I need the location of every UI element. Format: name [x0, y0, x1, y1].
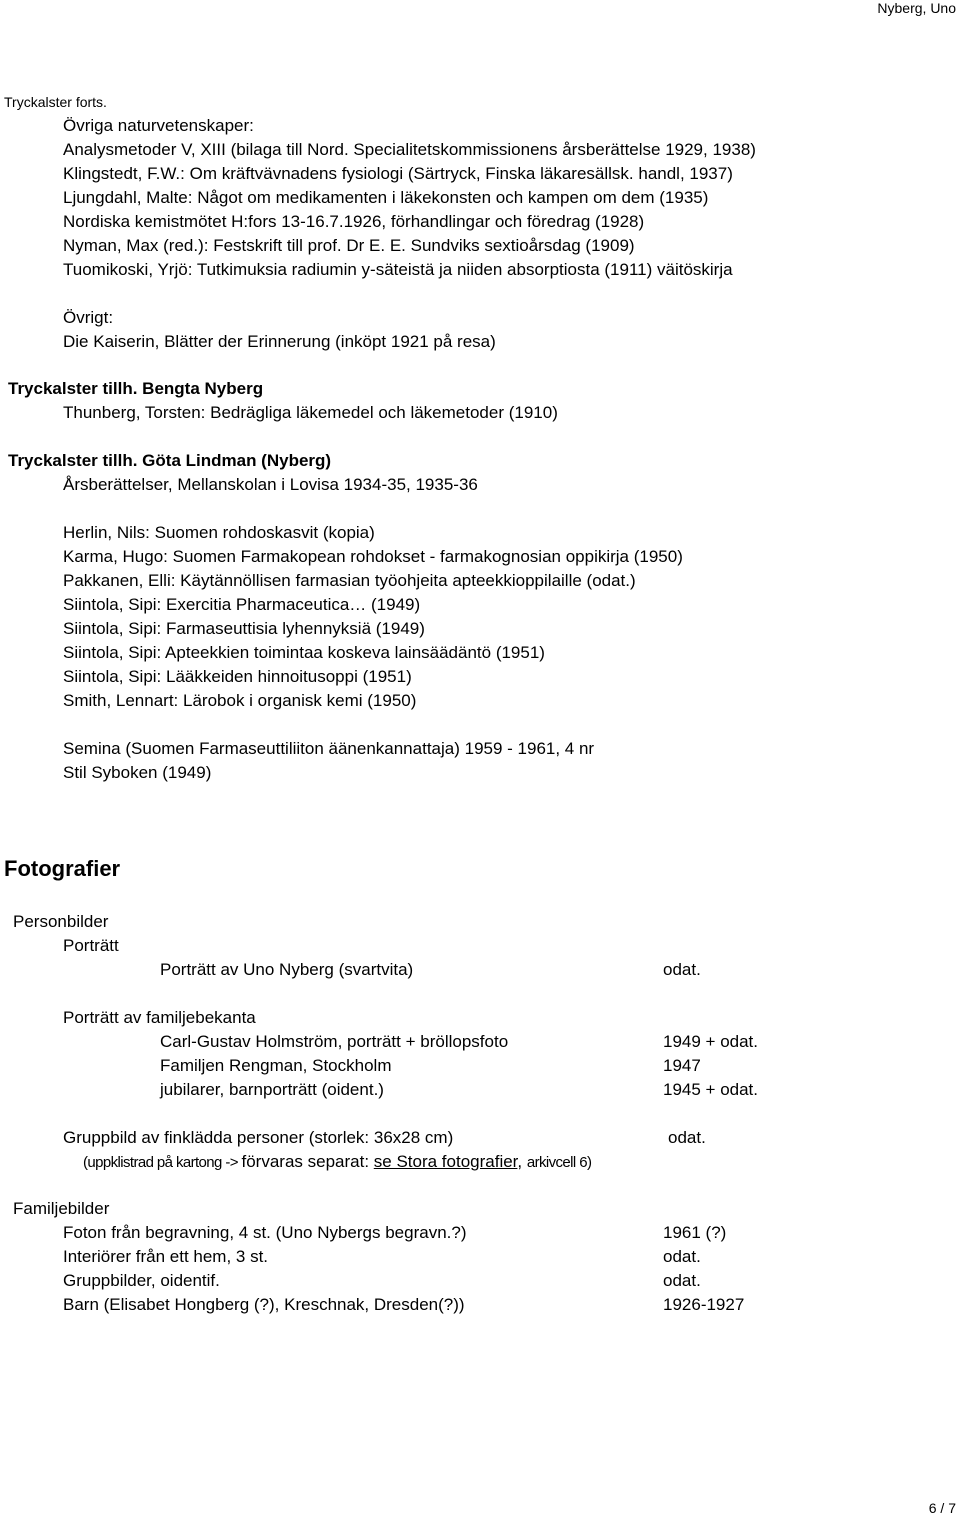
- photo-item-date: 1961 (?): [663, 1223, 727, 1242]
- photo-item-label: Gruppbilder, oidentif.: [63, 1271, 220, 1290]
- list-item: Thunberg, Torsten: Bedrägliga läkemedel och läkemetoder (1910): [63, 403, 558, 422]
- photo-item-date: odat.: [663, 1271, 701, 1290]
- page-number: 6 / 7: [928, 1500, 956, 1516]
- list-item: Stil Syboken (1949): [63, 763, 212, 782]
- list-item: Siintola, Sipi: Apteekkien toimintaa koskeva lainsäädäntö (1951): [63, 643, 545, 662]
- list-item: Siintola, Sipi: Exercitia Pharmaceutica… (1949): [63, 595, 421, 614]
- note-part: (uppklistrad på kartong ->: [83, 1154, 242, 1171]
- note-part: förvaras separat:: [241, 1152, 374, 1171]
- photo-item-label: Carl-Gustav Holmström, porträtt + bröllopsfoto: [160, 1032, 509, 1051]
- list-item: Semina (Suomen Farmaseuttiliiton äänenkannattaja) 1959 - 1961, 4 nr: [63, 739, 595, 758]
- subheading-portratt: Porträtt: [63, 936, 119, 955]
- stora-fotografier-link[interactable]: se Stora fotografier: [373, 1152, 518, 1171]
- photo-item-label: jubilarer, barnporträtt (oident.): [160, 1080, 384, 1099]
- list-item: Årsberättelser, Mellanskolan i Lovisa 1934-35, 1935-36: [63, 475, 478, 494]
- list-item: Herlin, Nils: Suomen rohdoskasvit (kopia): [63, 523, 375, 542]
- list-item: Die Kaiserin, Blätter der Erinnerung (inköpt 1921 på resa): [63, 332, 496, 351]
- list-item: Klingstedt, F.W.: Om kräftvävnadens fysiologi (Särtryck, Finska läkaresällsk. handl, 1937): [63, 164, 733, 183]
- list-item: Nordiska kemistmötet H:fors 13-16.7.1926, förhandlingar och föredrag (1928): [63, 212, 645, 231]
- section-title-fotografier: Fotografier: [4, 856, 121, 881]
- note-part: arkivcell 6): [526, 1154, 592, 1171]
- list-item: Pakkanen, Elli: Käytännöllisen farmasian työohjeita apteekkioppilaille (odat.): [63, 571, 636, 590]
- storage-note: [83, 1150, 591, 1175]
- photo-item-label: Gruppbild av finklädda personer (storlek: 36x28 cm): [63, 1128, 454, 1147]
- section-heading-ovriga: Övriga naturvetenskaper:: [63, 116, 254, 135]
- list-item: Analysmetoder V, XIII (bilaga till Nord. Specialitetskommissionens årsberättelse 1929, 1938): [63, 140, 756, 159]
- photo-item-date: odat.: [668, 1128, 706, 1147]
- section-heading-gota: Tryckalster tillh. Göta Lindman (Nyberg): [8, 451, 332, 470]
- photo-item-date: 1947: [663, 1056, 701, 1075]
- section-heading-ovrigt: Övrigt:: [63, 308, 114, 327]
- photo-item-date: 1945 + odat.: [663, 1080, 759, 1099]
- subheading-familjebekanta: Porträtt av familjebekanta: [63, 1008, 256, 1027]
- list-item: Siintola, Sipi: Farmaseuttisia lyhennyksiä (1949): [63, 619, 425, 638]
- continued-label: Tryckalster forts.: [4, 94, 107, 110]
- list-item: Karma, Hugo: Suomen Farmakopean rohdokset - farmakognosian oppikirja (1950): [63, 547, 683, 566]
- subheading-personbilder: Personbilder: [13, 912, 109, 931]
- photo-item-date: 1949 + odat.: [663, 1032, 759, 1051]
- note-part: ,: [517, 1152, 527, 1171]
- list-item: Nyman, Max (red.): Festskrift till prof. Dr E. E. Sundviks sextioårsdag (1909): [63, 236, 635, 255]
- photo-item-label: Foton från begravning, 4 st. (Uno Nybergs begravn.?): [63, 1223, 467, 1242]
- list-item: Ljungdahl, Malte: Något om medikamenten i läkekonsten och kampen om dem (1935): [63, 188, 709, 207]
- subheading-familjebilder: Familjebilder: [13, 1199, 110, 1218]
- photo-item-label: Interiörer från ett hem, 3 st.: [63, 1247, 269, 1266]
- list-item: Tuomikoski, Yrjö: Tutkimuksia radiumin y-säteistä ja niiden absorptiosta (1911) väitöskirja: [63, 260, 733, 279]
- photo-item-label: Porträtt av Uno Nyberg (svartvita): [160, 960, 414, 979]
- section-heading-bengta: Tryckalster tillh. Bengta Nyberg: [8, 379, 264, 398]
- photo-item-date: odat.: [663, 1247, 701, 1266]
- photo-item-label: Familjen Rengman, Stockholm: [160, 1056, 392, 1075]
- photo-item-label: Barn (Elisabet Hongberg (?), Kreschnak, Dresden(?)): [63, 1295, 465, 1314]
- photo-item-date: odat.: [663, 960, 701, 979]
- running-header: Nyberg, Uno: [877, 0, 956, 16]
- list-item: Smith, Lennart: Lärobok i organisk kemi (1950): [63, 691, 417, 710]
- list-item: Siintola, Sipi: Lääkkeiden hinnoitusoppi (1951): [63, 667, 412, 686]
- photo-item-date: 1926-1927: [663, 1295, 745, 1314]
